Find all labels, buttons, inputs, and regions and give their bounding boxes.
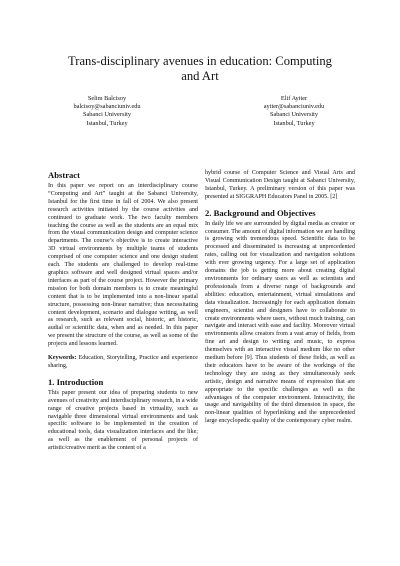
introduction-continued: hybrid course of Computer Science and Visual Arts and Visual Communication Design taught at Sabanci University, Istanbul, Turkey. A preliminary version of this paper was presented at SIGGRAPH Educators Panel in 2005. [2] xyxy=(205,170,355,200)
author-email: ayiter@sabanciuniv.edu xyxy=(263,103,325,111)
introduction-body: This paper present our idea of preparing students to new avenues of creativity and interdisciplinary research, in a wide range of creative projects based in virtuality, such as navigable three dimensional virtual environments and task specific software to be implemented in the creation of educational tools, data visualization interfaces and the like; as well as the enablement of personal projects of artistic/creative merit as the content of a xyxy=(48,389,198,452)
keywords-paragraph xyxy=(48,355,198,371)
background-heading: 2. Background and Objectives xyxy=(205,207,316,218)
author-affiliation: Sabanci University xyxy=(269,111,319,119)
abstract-body: In this paper we report on an interdisciplinary course “Computing and Art” taught at the Sabanci University, Istanbul for the first time in fall of 2004. We also present research activities initiated by the course activities and continued to graduate work. The two faculty members teaching the course as well as the students are an equal mix from the visual communication design and computer science departments. The course’s objective is to create interactive 3D virtual environments by multiple teams of students comprised of one computer science and one design student each. The students are challenged to develop real-time graphics software and well designed virtual spaces and/or interfaces as part of the course project. However the primary mission for both domain members is to create meaningful content that is to be implemented into a non-linear spatial structure, possessing non-linear narrative; thus necessitating content development, scenario and dialogue writing, as well as research, such as relevant social, historic, art historic, audial or scientific data, when and as needed. In this paper we present the structure of the course, as well as some of the projects and lessons learned. xyxy=(48,183,198,348)
author-name: Elif Ayiter xyxy=(280,95,308,102)
author-location: Istanbul, Turkey xyxy=(273,119,315,127)
author-email: balcisoy@sabanciuniv.edu xyxy=(73,103,141,111)
keywords-text: Education, Storytelling, Practice and experience sharing, xyxy=(48,355,198,369)
author-block-2 xyxy=(219,95,369,128)
title-line-1: Trans-disciplinary avenues in education: Computing xyxy=(68,54,332,68)
abstract-heading: Abstract xyxy=(48,170,80,180)
left-column xyxy=(48,170,198,459)
paper-title xyxy=(40,54,360,84)
author-name: Selim Balcisoy xyxy=(87,95,127,102)
author-affiliation: Sabanci University xyxy=(82,111,132,119)
title-line-2: and Art xyxy=(181,69,219,83)
right-column xyxy=(205,170,355,432)
author-location: Istanbul, Turkey xyxy=(86,119,128,127)
author-block-1 xyxy=(32,95,182,128)
introduction-heading: 1. Introduction xyxy=(48,376,104,387)
background-body: In daily life we are surrounded by digital media as creator or consumer. The amount of digital information we are handling is growing with tremendous speed. Scientific data to be processed and disseminated is increasing at unprecedented rates, calling out for visualization and navigation solutions with ever growing urgency. For a large set of application domains the job is getting more about creating digital environments for ordinary users as well as scientists and professionals from a diverse range of backgrounds and abilities: education, entertainment, virtual simulations and data visualization. Increasingly for each application domain engineers, scientist and designers have to collaborate to create environments where users, without much training, can navigate and interact with ease and facility. Moreover virtual environments allow creators from a vast array of fields, from fine art and design to writing and music, to express themselves with an interactive visual medium like no other medium before [9]. Thus students of these fields, as well as their educators have to be aware of the workings of the technology they are using as they simultaneously seek artistic, design and narrative means of expression that are appropriate to the specific challenges as well as the advantages of the computer environment. Interactivity, the usage and navigability of the third dimension in space, the non-linear qualities of hyperlinking and the unprecedented large encyclopedic quality of the contemporary cyber realm. xyxy=(205,220,355,425)
keywords-label: Keywords: xyxy=(48,355,77,362)
